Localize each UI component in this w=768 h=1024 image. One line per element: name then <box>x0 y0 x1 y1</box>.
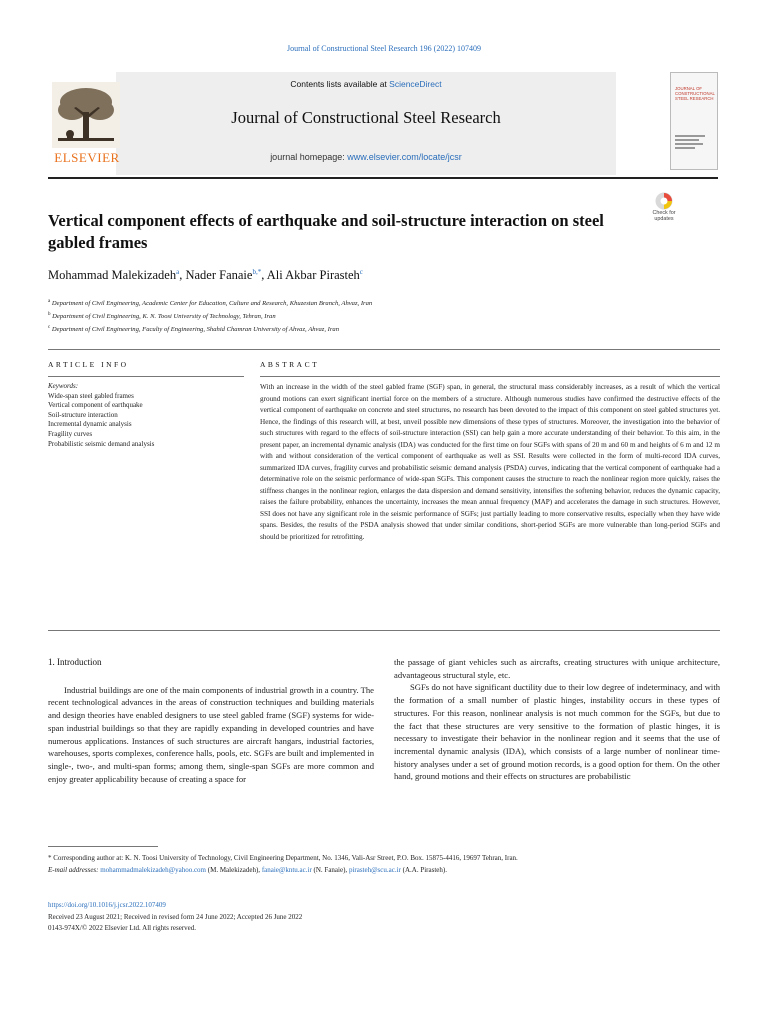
body-paragraph: the passage of giant vehicles such as aircrafts, creating structures with unique architecture, advantageous structural style, etc. <box>394 657 720 680</box>
body-column-right <box>394 656 720 783</box>
masthead-rule <box>48 177 718 179</box>
journal-cover-thumbnail[interactable] <box>670 72 718 170</box>
contents-line <box>116 79 616 89</box>
email-link[interactable]: pirasteh@scu.ac.ir <box>348 865 401 874</box>
copyright-line: 0143-974X/© 2022 Elsevier Ltd. All rights reserved. <box>48 924 197 932</box>
email-link[interactable]: mohammadmalekizadeh@yahoo.com <box>100 865 207 874</box>
journal-name: Journal of Constructional Steel Research <box>231 108 501 127</box>
author-name[interactable]: Mohammad Malekizadeh <box>48 268 177 283</box>
keyword-item: Fragility curves <box>48 429 93 438</box>
received-dates: Received 23 August 2021; Received in revised form 24 June 2022; Accepted 26 June 2022 <box>48 912 303 921</box>
email-owner: (A.A. Pirasteh). <box>400 865 447 874</box>
section-divider <box>48 349 720 350</box>
author-name[interactable]: Ali Akbar Pirasteh <box>266 268 360 283</box>
affiliation-text: Department of Civil Engineering, K. N. Toosi University of Technology, Tehran, Iran <box>52 313 276 321</box>
affiliation-text: Department of Civil Engineering, Faculty of Engineering, Shahid Chamran University of Ahvaz, Ahvaz, Iran <box>51 326 339 334</box>
abstract-text: With an increase in the width of the steel gabled frame (SGF) span, in general, the structural mass considerably increases, as a result of which the vertical ground motions can exert significant inertial force on the members of a structure. Although numerous studies have confirmed the destructive effects of the vertical component of earthquake on concrete and steel structures, no research has been devoted to the impact of this component on steel gabled structures yet. Hence, the findings of this research will, at best, unveil possible new dimensions of these types of structures. Moreover, the investigation into the behavior of such structures with regard to the effects of soil-structure interaction (SSI) can help gain a more accurate understanding of their behavior. To this aim, in the present paper, an incremental dynamic analysis (IDA) was conducted for the first time on four SGFs with spans of 20 m and 60 m and heights of 6 m and 12 m with and without consideration of the vertical component of earthquake as well as SSI. Results were collected in the form of multi-record IDA curves, summarized IDA curves, fragility curves and probabilistic seismic demand analysis (PSDA) curves, indicating that the vertical component of earthquake had a determinative role on the seismic performance of wide-span SGFs. This component causes the structure to reach the nonlinear region more quickly, raises the stiffness changes in the nonlinear region, enlarges the data dispersion and demand sensitivity, intensifies the softening behavior, reduces the dynamic capacity, raises the failure probability, enhances the uncertainty, increases the mean annual frequency (MAP) and accelerates the damage in such structures. However, SSI does not have any significant role in the seismic performance of SGFs; just partially leading to more conservative results, especially when they have wide spans. Besides, the results of the PSDA analysis showed that under similar conditions, short-period SGFs are more vulnerable than long-period SGFs and should be prioritized for retrofitting. <box>260 383 720 541</box>
affiliation-item <box>48 296 688 309</box>
check-for-updates-badge[interactable] <box>646 192 682 232</box>
affiliation-mark: b <box>48 312 51 318</box>
footnote-rule <box>48 846 158 847</box>
author-mark[interactable]: b,* <box>252 268 262 276</box>
keyword-item: Probabilistic seismic demand analysis <box>48 439 155 448</box>
article-meta <box>48 900 720 935</box>
affiliation-mark: a <box>48 299 51 304</box>
author-mark[interactable]: c <box>359 268 363 276</box>
author-mark[interactable]: a <box>176 268 180 276</box>
check-for-updates-label <box>646 211 682 223</box>
author-list: Mohammad Malekizadeh$^a$, Nader Fanaie$^{b,*}$, Ali Akbar Pirasteh$^c$ <box>48 268 363 283</box>
abstract-rule <box>260 376 720 377</box>
check-line-2: updates <box>654 215 674 222</box>
elsevier-wordmark: ELSEVIER <box>54 150 120 165</box>
article-info-rule <box>48 376 244 377</box>
email-link[interactable]: fanaie@kntu.ac.ir <box>261 865 312 874</box>
running-header[interactable]: Journal of Constructional Steel Research 196 (2022) 107409 <box>287 44 481 53</box>
affiliation-item <box>48 309 688 322</box>
homepage-link[interactable]: www.elsevier.com/locate/jcsr <box>347 152 462 162</box>
body-paragraph: SGFs do not have significant ductility due to their low degree of indeterminacy, and with the formation of a small number of plastic hinges, instability occurs in these types of structures. For this reason, nonlinear analysis is not much common for the SGFs, but due to the fact that these structures are very sensitive to the formation of plastic hinges, it is necessary to investigate their behavior in the nonlinear region and it seems that the use of incremental dynamic analysis (IDA), which consists of a large number of nonlinear time-history analyses under a set of ground motion records, is a good option for them. On the other hand, ground motions and their effects on structures are probabilistic <box>394 682 720 782</box>
doi-link[interactable]: https://doi.org/10.1016/j.jcsr.2022.107409 <box>48 901 166 909</box>
homepage-line <box>116 152 616 162</box>
email-label: E-mail addresses: <box>48 865 99 874</box>
article-info-heading: ARTICLE INFO <box>48 360 129 369</box>
affiliation-item <box>48 322 688 335</box>
check-for-updates-icon <box>646 192 682 212</box>
cover-text-lines <box>675 135 713 151</box>
keyword-item: Incremental dynamic analysis <box>48 420 132 429</box>
abstract-end-rule <box>48 630 720 631</box>
introduction-heading: 1. Introduction <box>48 657 102 667</box>
body-column-left <box>48 656 374 785</box>
cover-title: JOURNAL OF CONSTRUCTIONAL STEEL RESEARCH <box>675 86 715 101</box>
keyword-item: Soil-structure interaction <box>48 410 118 419</box>
email-addresses <box>48 865 720 877</box>
keywords-block <box>48 382 248 449</box>
paper-title: Vertical component effects of earthquake and soil-structure interaction on steel gabled frames <box>48 211 604 253</box>
email-owner: (M. Malekizadeh), <box>206 865 262 874</box>
masthead <box>48 72 718 175</box>
sciencedirect-link[interactable]: ScienceDirect <box>389 79 442 89</box>
author-name[interactable]: Nader Fanaie <box>185 268 253 283</box>
affiliations <box>48 296 688 336</box>
check-line-1: Check for <box>652 210 676 216</box>
affiliation-text: Department of Civil Engineering, Academic Center for Education, Culture and Research, Khuzestan Branch, Ahvaz, Iran <box>51 300 373 308</box>
affiliation-mark: c <box>48 325 51 331</box>
keyword-item: Wide-span steel gabled frames <box>48 391 134 400</box>
contents-prefix: Contents lists available at <box>290 79 390 89</box>
footnotes <box>48 853 720 876</box>
body-paragraph: Industrial buildings are one of the main components of industrial growth in a country. The recent technological advances in the areas of construction techniques and building materials and design theories have enabled designers to use steel gabled frame (SGF) systems for wide-span industrial buildings so that they are rapidly expanding in developed countries and have numerous applications. Instances of such structures are aircraft hangars, industrial factories, warehouses, sports complexes, conference halls, pools, etc. SGFs are built and implemented in single-, two-, and multi-span forms; among them, single-span SGFs are more common and enjoy greater applicability because of creating a space for <box>48 684 374 784</box>
corresponding-author-note: * Corresponding author at: K. N. Toosi University of Technology, Civil Engineering Department, No. 1346, Vali-Asr Street, P.O. Box. 15875-4416, 19697 Tehran, Iran. <box>48 854 518 862</box>
keywords-label: Keywords: <box>48 382 79 390</box>
homepage-prefix: journal homepage: <box>270 152 348 162</box>
email-owner: (N. Fanaie), <box>311 865 349 874</box>
abstract-heading: ABSTRACT <box>260 360 320 369</box>
keyword-item: Vertical component of earthquake <box>48 401 143 410</box>
